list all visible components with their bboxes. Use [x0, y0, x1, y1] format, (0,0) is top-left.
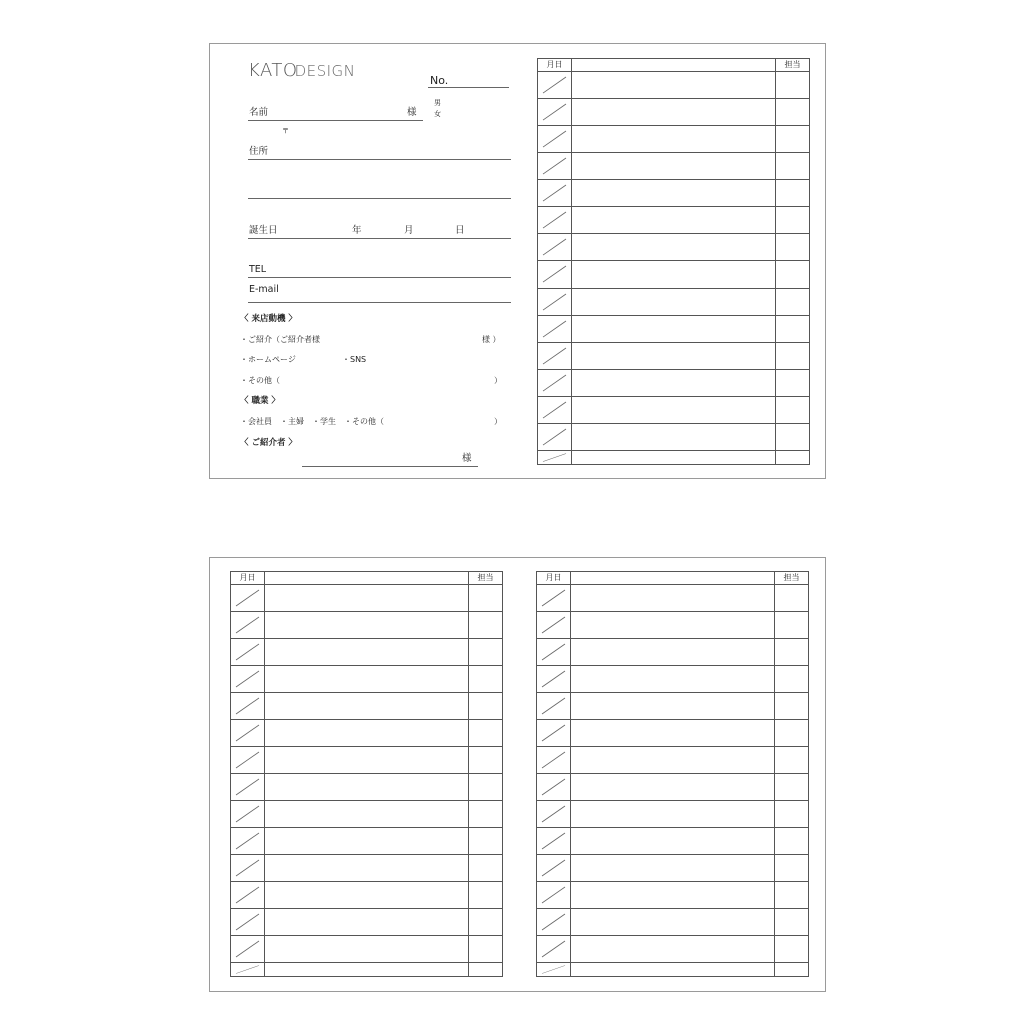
date-cell[interactable]	[537, 693, 571, 720]
address-field-line1[interactable]	[248, 159, 511, 160]
table-row	[231, 585, 502, 612]
date-cell[interactable]	[231, 585, 265, 612]
notes-column-header	[265, 572, 469, 585]
staff-cell[interactable]	[775, 909, 809, 936]
referral-option-end: 様 ）	[482, 335, 501, 344]
email-field[interactable]	[248, 302, 511, 303]
date-slash-icon	[538, 451, 571, 464]
table-row	[231, 963, 502, 977]
table-row	[231, 828, 502, 855]
date-cell[interactable]	[231, 774, 265, 801]
birthday-field[interactable]	[248, 238, 511, 239]
date-slash-icon	[538, 424, 571, 450]
notes-cell[interactable]	[572, 126, 776, 153]
table-row	[231, 882, 502, 909]
notes-cell[interactable]	[571, 747, 775, 774]
notes-cell[interactable]	[265, 774, 469, 801]
staff-cell[interactable]	[775, 666, 809, 693]
notes-cell[interactable]	[571, 612, 775, 639]
notes-cell[interactable]	[572, 369, 776, 396]
date-slash-icon	[538, 316, 571, 342]
date-slash-icon	[231, 693, 264, 719]
notes-cell[interactable]	[572, 261, 776, 288]
staff-cell[interactable]	[469, 801, 503, 828]
table-row	[538, 450, 809, 464]
table-row	[538, 423, 809, 450]
name-label: 名前	[249, 107, 269, 118]
visit-log-table	[537, 58, 810, 465]
table-row	[538, 153, 809, 180]
gender-male[interactable]: 男	[434, 99, 441, 107]
date-cell[interactable]	[537, 774, 571, 801]
notes-column-header	[572, 59, 776, 72]
date-slash-icon	[537, 828, 570, 854]
table-row	[537, 693, 808, 720]
date-cell[interactable]	[538, 126, 572, 153]
table-row	[537, 774, 808, 801]
date-slash-icon	[538, 180, 571, 206]
date-slash-icon	[537, 666, 570, 692]
date-cell[interactable]	[537, 666, 571, 693]
date-slash-icon	[231, 747, 264, 773]
date-cell[interactable]	[231, 747, 265, 774]
notes-cell[interactable]	[265, 747, 469, 774]
notes-cell[interactable]	[572, 315, 776, 342]
notes-cell[interactable]	[265, 882, 469, 909]
table-row	[231, 855, 502, 882]
date-column-header: 月日	[537, 572, 571, 585]
staff-cell[interactable]	[469, 666, 503, 693]
date-cell[interactable]	[231, 666, 265, 693]
homepage-option[interactable]: ・ホームページ	[240, 355, 296, 364]
table-row	[538, 342, 809, 369]
notes-cell[interactable]	[265, 612, 469, 639]
date-cell[interactable]	[537, 720, 571, 747]
staff-cell[interactable]	[469, 585, 503, 612]
date-cell[interactable]	[231, 720, 265, 747]
staff-cell[interactable]	[469, 936, 503, 963]
date-slash-icon	[538, 343, 571, 369]
date-slash-icon	[231, 882, 264, 908]
date-cell[interactable]	[537, 639, 571, 666]
date-cell[interactable]	[538, 423, 572, 450]
notes-cell[interactable]	[571, 774, 775, 801]
staff-cell[interactable]	[776, 153, 810, 180]
staff-cell[interactable]	[775, 585, 809, 612]
date-cell[interactable]	[538, 288, 572, 315]
date-slash-icon	[537, 909, 570, 935]
staff-cell[interactable]	[776, 288, 810, 315]
staff-cell[interactable]	[469, 909, 503, 936]
date-cell[interactable]	[538, 369, 572, 396]
table-row	[231, 747, 502, 774]
notes-cell[interactable]	[571, 666, 775, 693]
staff-column-header: 担当	[469, 572, 503, 585]
date-slash-icon	[538, 370, 571, 396]
staff-cell[interactable]	[776, 396, 810, 423]
date-cell[interactable]	[231, 963, 265, 977]
notes-cell[interactable]	[572, 423, 776, 450]
date-slash-icon	[231, 936, 264, 962]
notes-cell[interactable]	[571, 909, 775, 936]
date-slash-icon	[537, 693, 570, 719]
gender-female[interactable]: 女	[434, 110, 441, 118]
address-label: 住所	[249, 146, 269, 157]
date-slash-icon	[538, 289, 571, 315]
staff-cell[interactable]	[776, 180, 810, 207]
other-option-end: ）	[494, 376, 502, 385]
date-cell[interactable]	[537, 936, 571, 963]
table-row	[231, 612, 502, 639]
notes-cell[interactable]	[265, 720, 469, 747]
birthday-label: 誕生日	[249, 225, 278, 236]
customer-card-back	[209, 557, 826, 992]
date-cell[interactable]	[537, 882, 571, 909]
date-slash-icon	[231, 585, 264, 611]
name-field[interactable]	[248, 120, 423, 121]
notes-cell[interactable]	[571, 963, 775, 977]
date-slash-icon	[537, 720, 570, 746]
staff-cell[interactable]	[776, 99, 810, 126]
notes-cell[interactable]	[572, 207, 776, 234]
staff-cell[interactable]	[469, 963, 503, 977]
kato-design-logo: KATODESIGN	[248, 60, 356, 81]
date-slash-icon	[538, 207, 571, 233]
date-cell[interactable]	[538, 315, 572, 342]
staff-cell[interactable]	[469, 612, 503, 639]
referral-option[interactable]: ・ご紹介（ご紹介者様	[240, 335, 320, 344]
birthday-year-label: 年	[352, 225, 362, 236]
staff-cell[interactable]	[469, 693, 503, 720]
date-slash-icon	[537, 774, 570, 800]
notes-cell[interactable]	[571, 882, 775, 909]
notes-cell[interactable]	[265, 855, 469, 882]
occupation-option-end: ）	[494, 417, 502, 426]
notes-cell[interactable]	[265, 801, 469, 828]
name-honorific: 様	[407, 107, 417, 118]
staff-cell[interactable]	[776, 342, 810, 369]
date-slash-icon	[537, 801, 570, 827]
notes-cell[interactable]	[265, 909, 469, 936]
table-row	[538, 261, 809, 288]
birthday-month-label: 月	[404, 225, 414, 236]
date-column-header: 月日	[231, 572, 265, 585]
referrer-field[interactable]	[302, 466, 478, 467]
date-cell[interactable]	[537, 801, 571, 828]
date-cell[interactable]	[537, 909, 571, 936]
staff-cell[interactable]	[469, 855, 503, 882]
table-row	[538, 315, 809, 342]
date-cell[interactable]	[231, 882, 265, 909]
notes-cell[interactable]	[265, 936, 469, 963]
table-row	[231, 909, 502, 936]
date-slash-icon	[231, 666, 264, 692]
staff-cell[interactable]	[776, 369, 810, 396]
date-cell[interactable]	[231, 936, 265, 963]
date-slash-icon	[537, 612, 570, 638]
notes-cell[interactable]	[265, 666, 469, 693]
visit-log-table	[536, 571, 809, 977]
staff-cell[interactable]	[775, 936, 809, 963]
sns-option[interactable]: ・SNS	[342, 355, 367, 364]
table-row	[537, 855, 808, 882]
date-slash-icon	[538, 397, 571, 423]
staff-cell[interactable]	[775, 828, 809, 855]
staff-column-header: 担当	[776, 59, 810, 72]
table-row	[537, 963, 808, 977]
table-row	[231, 720, 502, 747]
date-slash-icon	[538, 99, 571, 125]
table-row	[537, 666, 808, 693]
notes-cell[interactable]	[571, 720, 775, 747]
notes-cell[interactable]	[571, 828, 775, 855]
staff-cell[interactable]	[776, 126, 810, 153]
table-row	[537, 639, 808, 666]
date-cell[interactable]	[231, 639, 265, 666]
notes-cell[interactable]	[571, 801, 775, 828]
date-cell[interactable]	[538, 261, 572, 288]
table-row	[537, 828, 808, 855]
date-cell[interactable]	[231, 612, 265, 639]
visit-reason-heading: 〈 来店動機 〉	[240, 314, 297, 324]
date-slash-icon	[537, 747, 570, 773]
staff-cell[interactable]	[775, 720, 809, 747]
date-cell[interactable]	[537, 612, 571, 639]
address-field-line2[interactable]	[248, 198, 511, 199]
date-slash-icon	[537, 639, 570, 665]
notes-cell[interactable]	[265, 693, 469, 720]
date-slash-icon	[538, 234, 571, 260]
table-row	[538, 126, 809, 153]
date-cell[interactable]	[231, 855, 265, 882]
date-slash-icon	[538, 126, 571, 152]
staff-cell[interactable]	[775, 801, 809, 828]
notes-cell[interactable]	[265, 828, 469, 855]
table-row	[538, 180, 809, 207]
notes-cell[interactable]	[572, 180, 776, 207]
table-row	[537, 747, 808, 774]
table-row	[538, 99, 809, 126]
date-cell[interactable]	[537, 855, 571, 882]
notes-cell[interactable]	[571, 639, 775, 666]
staff-cell[interactable]	[469, 720, 503, 747]
occupation-options[interactable]: ・会社員 ・主婦 ・学生 ・その他（	[240, 417, 384, 426]
date-slash-icon	[231, 612, 264, 638]
date-slash-icon	[537, 855, 570, 881]
notes-cell[interactable]	[572, 153, 776, 180]
table-row	[231, 666, 502, 693]
date-slash-icon	[538, 72, 571, 98]
notes-cell[interactable]	[572, 234, 776, 261]
table-row	[537, 909, 808, 936]
notes-cell[interactable]	[265, 639, 469, 666]
date-cell[interactable]	[538, 180, 572, 207]
email-label: E-mail	[249, 284, 279, 295]
date-slash-icon	[538, 153, 571, 179]
notes-cell[interactable]	[571, 585, 775, 612]
staff-cell[interactable]	[775, 639, 809, 666]
table-row	[231, 774, 502, 801]
table-row	[231, 693, 502, 720]
staff-cell[interactable]	[776, 261, 810, 288]
postal-mark: 〒	[282, 127, 289, 135]
date-cell[interactable]	[231, 693, 265, 720]
staff-cell[interactable]	[469, 828, 503, 855]
referrer-heading: 〈 ご紹介者 〉	[240, 438, 297, 448]
table-row	[538, 288, 809, 315]
date-cell[interactable]	[538, 153, 572, 180]
staff-cell[interactable]	[776, 207, 810, 234]
staff-cell[interactable]	[776, 315, 810, 342]
date-cell[interactable]	[537, 963, 571, 977]
date-cell[interactable]	[537, 585, 571, 612]
date-column-header: 月日	[538, 59, 572, 72]
date-slash-icon	[231, 639, 264, 665]
occupation-heading: 〈 職業 〉	[240, 396, 280, 406]
date-slash-icon	[231, 801, 264, 827]
staff-cell[interactable]	[776, 423, 810, 450]
date-slash-icon	[231, 963, 264, 976]
staff-cell[interactable]	[469, 639, 503, 666]
number-field[interactable]	[428, 87, 509, 88]
notes-column-header	[571, 572, 775, 585]
date-cell[interactable]	[538, 450, 572, 464]
tel-field[interactable]	[248, 277, 511, 278]
date-slash-icon	[537, 882, 570, 908]
staff-cell[interactable]	[775, 963, 809, 977]
staff-cell[interactable]	[775, 612, 809, 639]
date-cell[interactable]	[538, 99, 572, 126]
staff-cell[interactable]	[775, 855, 809, 882]
table-row	[538, 396, 809, 423]
table-row	[537, 801, 808, 828]
table-row	[538, 207, 809, 234]
date-slash-icon	[231, 909, 264, 935]
staff-cell[interactable]	[776, 450, 810, 464]
notes-cell[interactable]	[572, 288, 776, 315]
staff-cell[interactable]	[775, 774, 809, 801]
date-slash-icon	[231, 855, 264, 881]
birthday-day-label: 日	[455, 225, 465, 236]
staff-cell[interactable]	[775, 882, 809, 909]
notes-cell[interactable]	[572, 342, 776, 369]
notes-cell[interactable]	[572, 99, 776, 126]
staff-cell[interactable]	[469, 747, 503, 774]
date-cell[interactable]	[538, 342, 572, 369]
date-slash-icon	[537, 963, 570, 976]
customer-card-front	[209, 43, 826, 479]
table-row	[538, 234, 809, 261]
referrer-honorific: 様	[462, 453, 472, 464]
date-cell[interactable]	[537, 747, 571, 774]
staff-cell[interactable]	[776, 234, 810, 261]
staff-cell[interactable]	[775, 693, 809, 720]
tel-label: TEL	[249, 264, 267, 275]
date-slash-icon	[231, 774, 264, 800]
staff-cell[interactable]	[469, 882, 503, 909]
staff-cell[interactable]	[469, 774, 503, 801]
table-row	[537, 612, 808, 639]
table-row	[537, 585, 808, 612]
visit-log-table	[230, 571, 503, 977]
date-slash-icon	[231, 828, 264, 854]
notes-cell[interactable]	[571, 693, 775, 720]
date-cell[interactable]	[538, 207, 572, 234]
staff-column-header: 担当	[775, 572, 809, 585]
notes-cell[interactable]	[265, 963, 469, 977]
notes-cell[interactable]	[572, 72, 776, 99]
date-cell[interactable]	[538, 234, 572, 261]
notes-cell[interactable]	[571, 936, 775, 963]
table-row	[231, 936, 502, 963]
notes-cell[interactable]	[571, 855, 775, 882]
table-row	[231, 801, 502, 828]
date-cell[interactable]	[231, 909, 265, 936]
date-cell[interactable]	[537, 828, 571, 855]
date-slash-icon	[231, 720, 264, 746]
number-label: No.	[430, 74, 449, 87]
date-slash-icon	[537, 585, 570, 611]
notes-cell[interactable]	[265, 585, 469, 612]
date-cell[interactable]	[538, 72, 572, 99]
staff-cell[interactable]	[776, 72, 810, 99]
other-option[interactable]: ・その他（	[240, 376, 280, 385]
table-row	[538, 369, 809, 396]
table-row	[231, 639, 502, 666]
date-cell[interactable]	[538, 396, 572, 423]
date-slash-icon	[538, 261, 571, 287]
staff-cell[interactable]	[775, 747, 809, 774]
date-cell[interactable]	[231, 828, 265, 855]
table-row	[537, 936, 808, 963]
table-row	[537, 882, 808, 909]
date-slash-icon	[537, 936, 570, 962]
table-row	[537, 720, 808, 747]
date-cell[interactable]	[231, 801, 265, 828]
table-row	[538, 72, 809, 99]
notes-cell[interactable]	[572, 450, 776, 464]
notes-cell[interactable]	[572, 396, 776, 423]
